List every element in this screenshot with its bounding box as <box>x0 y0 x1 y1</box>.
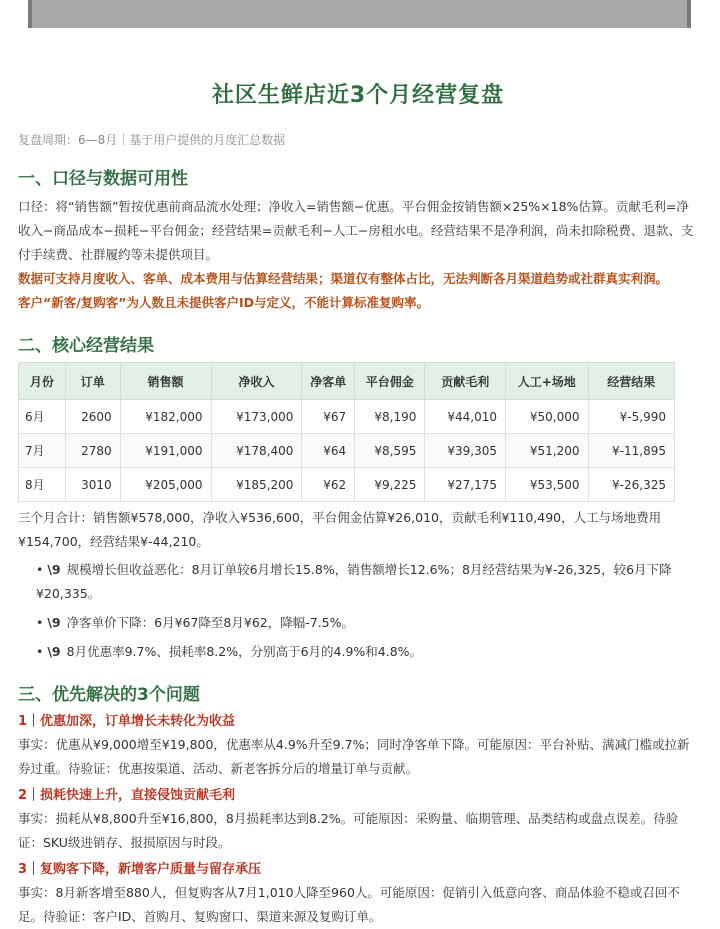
table-cell: ¥67 <box>302 400 355 434</box>
col-platform-fee: 平台佣金 <box>355 363 425 400</box>
table-row <box>19 468 675 502</box>
bullet-marker: \9 <box>47 615 61 630</box>
table-cell: ¥185,200 <box>211 468 302 502</box>
section1-warning-2: 客户“新客/复购客”为人数且未提供客户ID与定义，不能计算标准复购率。 <box>18 295 430 310</box>
finding-text: 规模增长但收益恶化：8月订单较6月增长15.8%，销售额增长12.6%；8月经营结果为¥-26,325，较6月下降¥20,335。 <box>36 562 672 601</box>
problem-3-title: 3｜复购客下降，新增客户质量与留存承压 <box>18 862 262 877</box>
table-cell: ¥-26,325 <box>588 468 675 502</box>
table-cell: ¥8,190 <box>355 400 425 434</box>
bullet-marker: \9 <box>47 562 61 577</box>
table-cell: ¥53,500 <box>505 468 588 502</box>
section3-heading: 三、优先解决的3个问题 <box>18 685 200 705</box>
problem-3-body: 事实：8月新客增至880人，但复购客从7月1,010人降至960人。可能原因：促销引入低意向客、商品体验不稳或召回不足。待验证：客户ID、首购月、复购窗口、渠道来源及复购订单。 <box>18 885 680 924</box>
page-title: 社区生鲜店近3个月经营复盘 <box>211 83 505 108</box>
table-cell: ¥9,225 <box>355 468 425 502</box>
finding-text: 净客单价下降：6月¥67降至8月¥62，降幅-7.5%。 <box>66 615 355 630</box>
table-cell: ¥50,000 <box>505 400 588 434</box>
table-cell: ¥-11,895 <box>588 434 675 468</box>
finding-text: 8月优惠率9.7%、损耗率8.2%，分别高于6月的4.9%和4.8%。 <box>66 644 423 659</box>
section1-heading: 一、口径与数据可用性 <box>18 169 188 189</box>
table-cell: ¥44,010 <box>425 400 506 434</box>
review-period: 复盘周期：6—8月｜基于用户提供的月度汇总数据 <box>18 133 286 147</box>
bullet-marker: \9 <box>47 644 61 659</box>
top-image-strip <box>28 0 691 28</box>
document-page <box>18 78 698 929</box>
table-cell: 2600 <box>65 400 120 434</box>
table-cell: ¥39,305 <box>425 434 506 468</box>
col-month: 月份 <box>19 363 66 400</box>
table-cell: ¥62 <box>302 468 355 502</box>
col-orders: 订单 <box>65 363 120 400</box>
table-cell: ¥8,595 <box>355 434 425 468</box>
list-item: • \9 8月优惠率9.7%、损耗率8.2%，分别高于6月的4.9%和4.8%。 <box>36 644 423 659</box>
problem-1-title: 1｜优惠加深，订单增长未转化为收益 <box>18 714 236 729</box>
section2-heading: 二、核心经营结果 <box>18 336 154 356</box>
col-sales: 销售额 <box>120 363 211 400</box>
table-cell: ¥178,400 <box>211 434 302 468</box>
table-cell: 7月 <box>19 434 66 468</box>
problem-2-title: 2｜损耗快速上升，直接侵蚀贡献毛利 <box>18 788 236 803</box>
problem-1-body: 事实：优惠从¥9,000增至¥19,800，优惠率从4.9%升至9.7%；同时净客单下降。可能原因：平台补贴、满减门槛或拉新券过重。待验证：优惠按渠道、活动、新老客拆分后的增量订单与贡献。 <box>18 737 690 776</box>
table-cell: 8月 <box>19 468 66 502</box>
table-header-row <box>19 363 675 400</box>
table-cell: ¥27,175 <box>425 468 506 502</box>
table-cell: 3010 <box>65 468 120 502</box>
table-cell: ¥-5,990 <box>588 400 675 434</box>
table-cell: 6月 <box>19 400 66 434</box>
table-cell: ¥182,000 <box>120 400 211 434</box>
section1-definition: 口径：将“销售额”暂按优惠前商品流水处理；净收入=销售额−优惠。平台佣金按销售额×25%×18%估算。贡献毛利=净收入−商品成本−损耗−平台佣金；经营结果=贡献毛利−人工−房租水电。经营结果不是净利润，尚未扣除税费、退款、支付手续费、社群履约等未提供项目。 <box>18 199 694 262</box>
results-table <box>18 362 675 502</box>
col-labor-rent: 人工+场地 <box>505 363 588 400</box>
problem-2-body: 事实：损耗从¥8,800升至¥16,800，8月损耗率达到8.2%。可能原因：采购量、临期管理、品类结构或盘点误差。待验证：SKU级进销存、报损原因与时段。 <box>18 811 679 850</box>
col-contribution-margin: 贡献毛利 <box>425 363 506 400</box>
three-month-summary: 三个月合计：销售额¥578,000，净收入¥536,600，平台佣金估算¥26,010，贡献毛利¥110,490，人工与场地费用¥154,700，经营结果¥-44,210。 <box>18 510 662 549</box>
col-operating-result: 经营结果 <box>588 363 675 400</box>
list-item: • \9 规模增长但收益恶化：8月订单较6月增长15.8%，销售额增长12.6%；8月经营结果为¥-26,325，较6月下降¥20,335。 <box>36 562 672 601</box>
key-findings-list <box>18 558 698 664</box>
table-cell: ¥191,000 <box>120 434 211 468</box>
list-item: • \9 净客单价下降：6月¥67降至8月¥62，降幅-7.5%。 <box>36 615 355 630</box>
table-cell: ¥205,000 <box>120 468 211 502</box>
table-cell: ¥64 <box>302 434 355 468</box>
table-cell: ¥51,200 <box>505 434 588 468</box>
col-net-revenue: 净收入 <box>211 363 302 400</box>
col-net-avg-order: 净客单 <box>302 363 355 400</box>
table-row <box>19 400 675 434</box>
table-cell: ¥173,000 <box>211 400 302 434</box>
table-row <box>19 434 675 468</box>
table-cell: 2780 <box>65 434 120 468</box>
section1-warning-1: 数据可支持月度收入、客单、成本费用与估算经营结果；渠道仅有整体占比，无法判断各月渠道趋势或社群真实利润。 <box>18 271 669 286</box>
